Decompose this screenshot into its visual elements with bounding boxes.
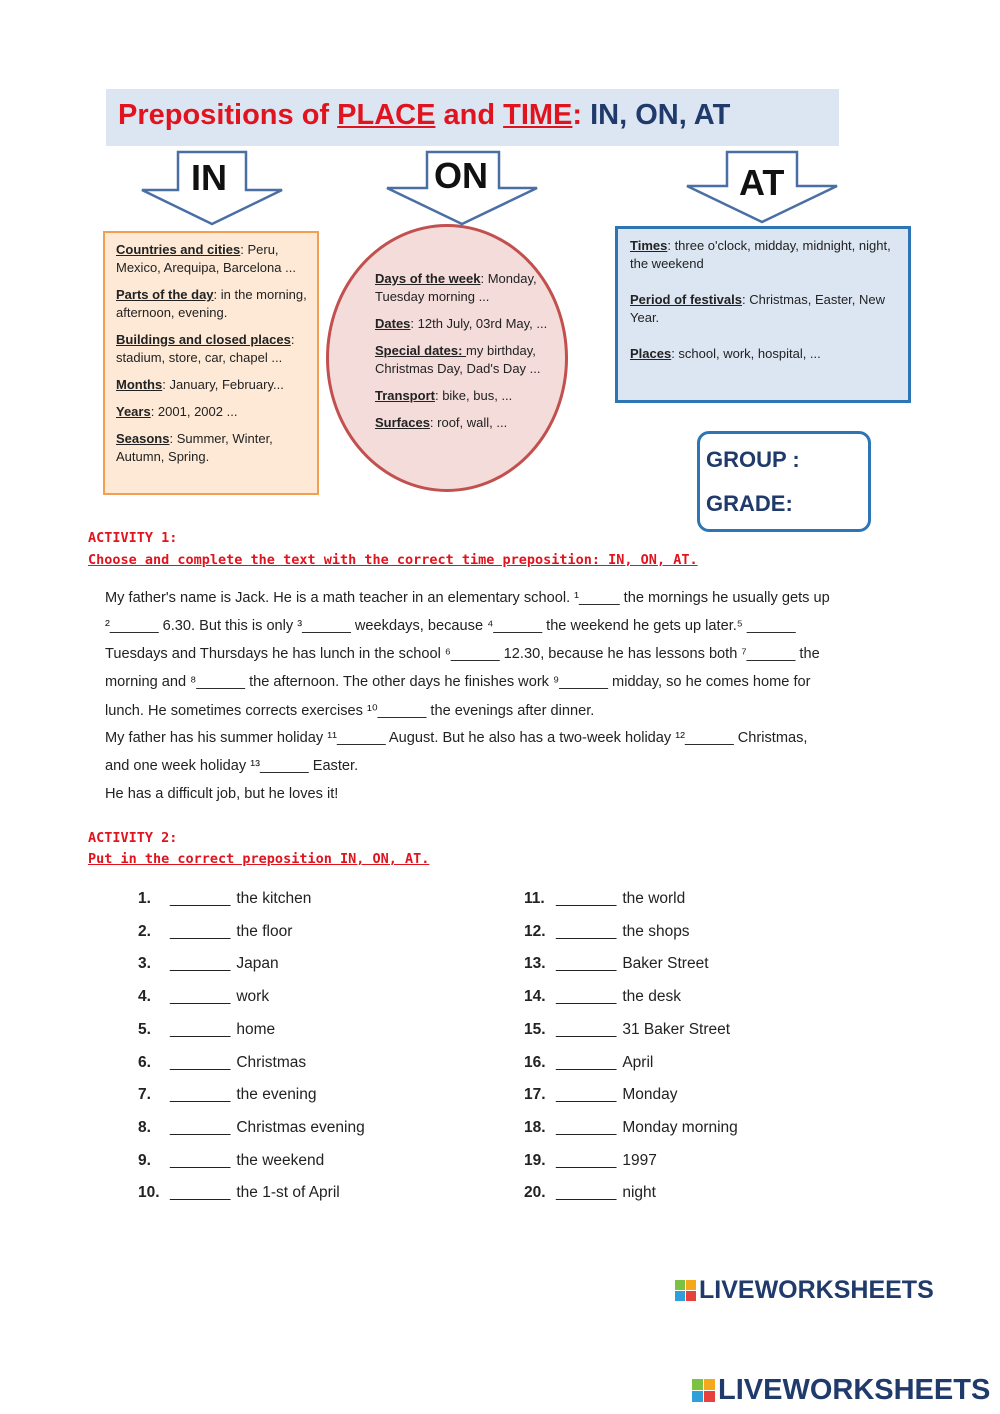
answer-blank[interactable]: _______ [556,1151,617,1169]
exercise-item [138,1119,365,1137]
exercise-text: the floor [236,922,293,940]
exercise-text: Christmas [236,1053,307,1071]
liveworksheets-logo-icon [692,1379,716,1403]
activity2-heading: ACTIVITY 2: [88,830,178,846]
answer-blank[interactable]: _______ [556,955,617,973]
answer-blank[interactable]: _______ [556,922,617,940]
exercise-item [138,1152,324,1170]
page-title: Prepositions of PLACE and TIME: IN, ON, AT [118,99,731,131]
in-item: Buildings and closed places: stadium, store, car, chapel ... [116,332,295,365]
exercise-text: 1997 [622,1151,657,1169]
exercise-item [138,1054,306,1072]
group-grade-box [697,431,871,532]
exercise-text: work [236,988,270,1006]
in-arrow-label: IN [191,157,227,198]
at-arrow-label: AT [739,162,785,203]
in-item: Seasons: Summer, Winter, Autumn, Spring. [116,431,273,464]
in-item: Parts of the day: in the morning, afternoon, evening. [116,287,307,320]
on-item: Special dates: my birthday, Christmas Day, Dad's Day ... [375,343,541,376]
exercise-number: 10. [138,1184,160,1202]
exercise-text: the 1-st of April [236,1184,340,1202]
exercise-text: the evening [236,1086,317,1104]
exercise-text: night [622,1184,656,1202]
activity1-line: He has a difficult job, but he loves it! [105,786,339,802]
exercise-text: the kitchen [236,890,312,907]
group-label: GROUP : [706,447,800,472]
answer-blank[interactable]: _______ [556,1184,617,1202]
exercise-item [524,1152,657,1170]
exercise-number: 12. [524,922,546,940]
exercise-number: 19. [524,1151,546,1169]
in-box [103,231,319,495]
answer-blank[interactable]: _______ [170,1020,231,1038]
exercise-text: Baker Street [622,955,709,973]
exercise-text: April [622,1053,654,1071]
exercise-number: 7. [138,1086,151,1104]
answer-blank[interactable]: _______ [556,1118,617,1136]
answer-blank[interactable]: _______ [170,1184,231,1202]
exercise-number: 16. [524,1053,546,1071]
exercise-text: 31 Baker Street [622,1020,731,1038]
exercise-number: 2. [138,922,151,940]
exercise-text: the shops [622,922,690,940]
answer-blank[interactable]: _______ [170,1151,231,1169]
on-item: Days of the week: Monday, Tuesday morning ... [375,271,537,304]
exercise-number: 1. [138,890,151,907]
exercise-item [524,988,681,1006]
exercise-item [138,923,292,941]
exercise-item [524,955,709,973]
activity1-line: and one week holiday ¹³______ Easter. [105,758,359,774]
exercise-text: the world [622,890,686,907]
on-arrow-label: ON [434,155,488,196]
exercise-text: home [236,1020,276,1038]
exercise-number: 17. [524,1086,546,1104]
exercise-item [524,1054,653,1072]
at-item: Period of festivals: Christmas, Easter, New Year. [630,292,886,325]
answer-blank[interactable]: _______ [170,922,231,940]
exercise-text: Monday [622,1086,678,1104]
on-item: Dates: 12th July, 03rd May, ... [375,316,548,331]
answer-blank[interactable]: _______ [170,1118,231,1136]
exercise-text: Christmas evening [236,1118,365,1136]
at-item: Places: school, work, hospital, ... [630,346,821,361]
in-item: Months: January, February... [116,377,284,392]
exercise-item [138,890,311,908]
exercise-number: 15. [524,1020,546,1038]
on-item: Transport: bike, bus, ... [375,388,513,403]
grade-label: GRADE: [706,491,793,516]
at-item: Times: three o'clock, midday, midnight, night, the weekend [630,238,891,271]
activity1-heading: ACTIVITY 1: [88,530,178,546]
exercise-item [524,890,685,908]
activity1-line: My father's name is Jack. He is a math teacher in an elementary school. ¹_____ the mornings he usually gets up [105,590,830,606]
activity1-line: lunch. He sometimes corrects exercises ¹⁰______ the evenings after dinner. [105,703,595,719]
exercise-number: 14. [524,988,546,1006]
exercise-number: 13. [524,955,546,973]
exercise-number: 11. [524,890,545,907]
activity1-line: ²______ 6.30. But this is only ³______ weekdays, because ⁴______ the weekend he gets up later.⁵ ______ [105,618,796,634]
answer-blank[interactable]: _______ [556,890,617,907]
exercise-item [524,923,690,941]
exercise-item [138,1184,340,1202]
exercise-item [524,1086,678,1104]
exercise-number: 9. [138,1151,151,1169]
answer-blank[interactable]: _______ [170,1086,231,1104]
activity2-instruction: Put in the correct preposition IN, ON, AT. [88,851,430,867]
exercise-number: 18. [524,1118,546,1136]
answer-blank[interactable]: _______ [556,1053,617,1071]
answer-blank[interactable]: _______ [170,1053,231,1071]
exercise-item [138,955,279,973]
exercise-number: 6. [138,1053,151,1071]
exercise-item [524,1021,730,1039]
answer-blank[interactable]: _______ [170,988,231,1006]
activity1-line: morning and ⁸______ the afternoon. The other days he finishes work ⁹______ midday, so he comes home for [105,674,811,690]
answer-blank[interactable]: _______ [170,955,231,973]
on-item: Surfaces: roof, wall, ... [375,415,508,430]
in-item: Countries and cities: Peru, Mexico, Arequipa, Barcelona ... [116,242,296,275]
exercise-item [138,1021,275,1039]
answer-blank[interactable]: _______ [556,988,617,1006]
exercise-text: Monday morning [622,1118,738,1136]
title-banner [106,89,839,146]
exercise-text: the weekend [236,1151,325,1169]
liveworksheets-logo: LIVEWORKSHEETS [675,1276,934,1305]
exercise-item [524,1119,738,1137]
exercise-number: 8. [138,1118,151,1136]
exercise-text: Japan [236,955,279,973]
activity1-line: My father has his summer holiday ¹¹______ August. But he also has a two-week holiday ¹²______ Christmas, [105,730,808,746]
exercise-number: 3. [138,955,151,973]
exercise-number: 20. [524,1184,546,1202]
exercise-item [138,988,269,1006]
liveworksheets-logo-footer: LIVEWORKSHEETS [692,1374,990,1407]
answer-blank[interactable]: _______ [556,1086,617,1104]
activity1-instruction: Choose and complete the text with the correct time preposition: IN, ON, AT. [88,552,698,568]
answer-blank[interactable]: _______ [556,1020,617,1038]
on-circle-content [375,270,555,441]
exercise-number: 4. [138,988,151,1006]
exercise-number: 5. [138,1020,151,1038]
exercise-item [138,1086,317,1104]
exercise-item [524,1184,656,1202]
in-item: Years: 2001, 2002 ... [116,404,238,419]
activity1-line: Tuesdays and Thursdays he has lunch in the school ⁶______ 12.30, because he has lessons both ⁷______ the [105,646,820,662]
liveworksheets-logo-icon [675,1280,697,1302]
at-box [615,226,911,403]
answer-blank[interactable]: _______ [170,890,231,907]
exercise-text: the desk [622,988,681,1006]
